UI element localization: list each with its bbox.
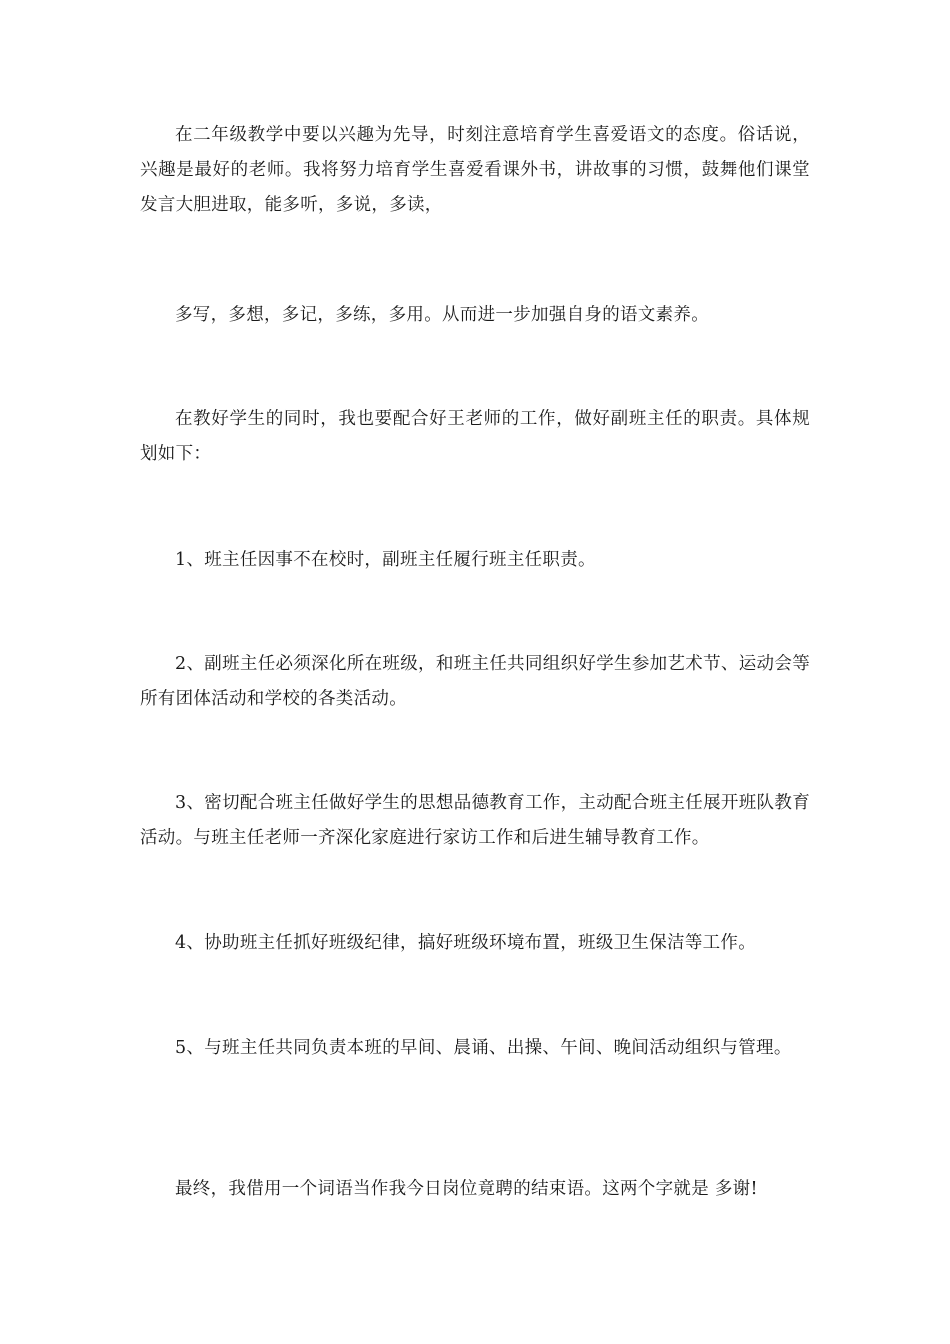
paragraph-assistant-duties: 在教好学生的同时，我也要配合好王老师的工作，做好副班主任的职责。具体规划如下： [140,409,810,464]
paragraph-literacy: 多写，多想，多记，多练，多用。从而进一步加强自身的语文素养。 [175,305,709,325]
list-item-2: 2、副班主任必须深化所在班级，和班主任共同组织好学生参加艺术节、运动会等所有团体活动和学校的各类活动。 [140,654,810,709]
list-item-5: 5、与班主任共同负责本班的早间、晨诵、出操、午间、晚间活动组织与管理。 [175,1038,792,1058]
list-item-1: 1、班主任因事不在校时，副班主任履行班主任职责。 [175,550,596,570]
paragraph-closing: 最终，我借用一个词语当作我今日岗位竟聘的结束语。这两个字就是 多谢! [175,1179,758,1199]
paragraph-interest: 在二年级教学中要以兴趣为先导，时刻注意培育学生喜爱语文的态度。俗话说，兴趣是最好的老师。我将努力培育学生喜爱看课外书，讲故事的习惯，鼓舞他们课堂发言大胆进取，能多听，多说，多读， [140,125,810,215]
list-item-3: 3、密切配合班主任做好学生的思想品德教育工作，主动配合班主任展开班队教育活动。与班主任老师一齐深化家庭进行家访工作和后进生辅导教育工作。 [140,793,810,848]
list-item-4: 4、协助班主任抓好班级纪律，搞好班级环境布置，班级卫生保洁等工作。 [175,933,757,953]
